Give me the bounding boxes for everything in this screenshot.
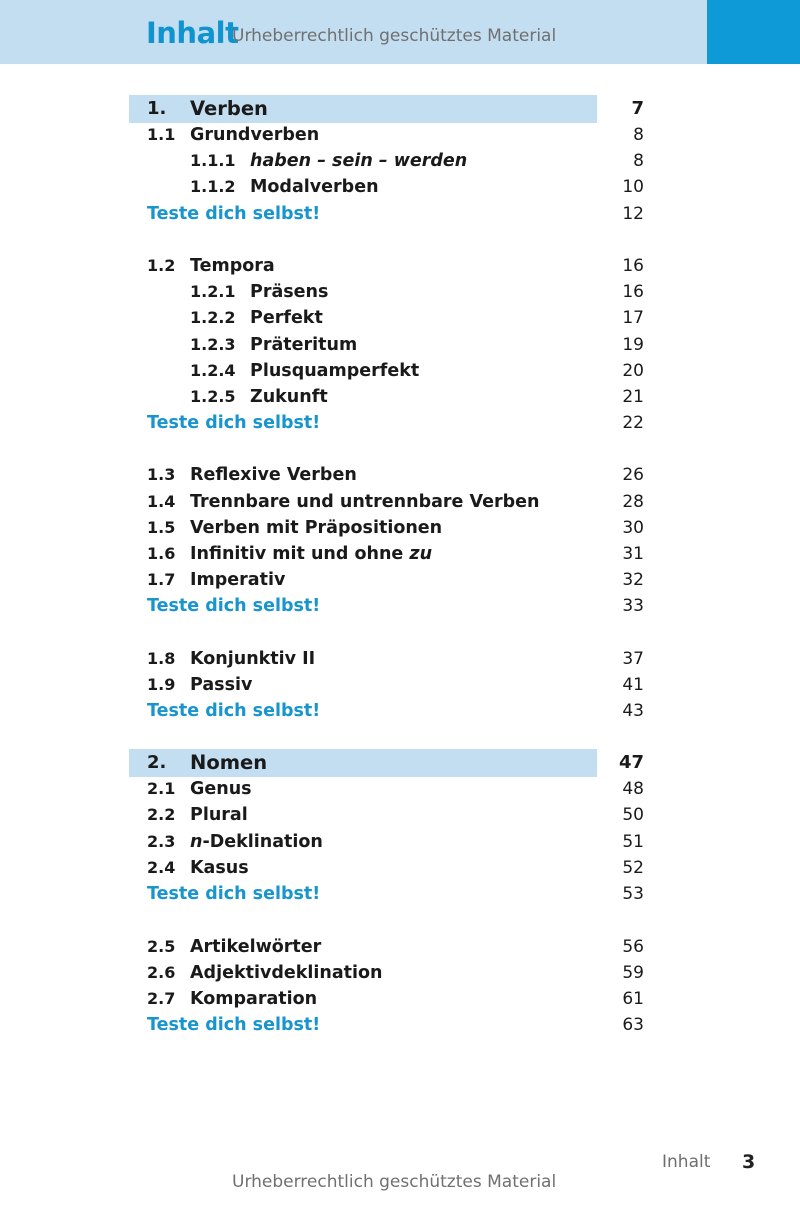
toc-title [190, 253, 275, 279]
toc-title-text: Reflexive Verben [190, 465, 357, 485]
toc-page-number: 16 [622, 282, 644, 302]
toc-entry[interactable] [0, 174, 800, 200]
toc-number: 2.1 [147, 779, 176, 798]
toc-title [147, 1012, 320, 1038]
toc-number: 1.3 [147, 465, 176, 484]
header-watermark: Urheberrechtlich geschütztes Material [232, 26, 557, 46]
toc-title [190, 567, 285, 593]
toc-entry[interactable] [0, 541, 800, 567]
toc-page-number: 21 [622, 387, 644, 407]
toc-number: 1.1 [147, 125, 176, 144]
toc-page-number: 33 [622, 596, 644, 616]
toc-title [250, 174, 379, 200]
toc-page-number: 8 [633, 125, 644, 145]
toc-title-text: Präsens [250, 282, 329, 302]
toc-title [190, 960, 383, 986]
toc-title-text: Teste dich selbst! [147, 1015, 321, 1035]
toc-title [250, 279, 328, 305]
toc-test-link[interactable] [0, 698, 800, 724]
toc-title [190, 541, 432, 567]
page-title: Inhalt [146, 16, 239, 50]
toc-entry[interactable] [0, 986, 800, 1012]
toc-title-text: Grundverben [190, 125, 320, 145]
toc-title [147, 593, 320, 619]
toc-title-text: Plusquamperfekt [250, 361, 420, 381]
toc-title-text: Teste dich selbst! [147, 884, 321, 904]
toc-entry[interactable] [0, 358, 800, 384]
toc-entry[interactable] [0, 384, 800, 410]
toc-entry[interactable] [0, 515, 800, 541]
toc-entry[interactable] [0, 489, 800, 515]
toc-number: 1.2.5 [190, 387, 236, 406]
toc-entry[interactable] [0, 122, 800, 148]
toc-title-text: Genus [190, 779, 252, 799]
toc-page-number: 8 [633, 151, 644, 171]
toc-entry[interactable] [0, 776, 800, 802]
toc-page-number: 28 [622, 492, 644, 512]
toc-page-number: 32 [622, 570, 644, 590]
toc-number: 2.7 [147, 989, 176, 1008]
toc-title [190, 672, 252, 698]
toc-title-text: Verben [190, 97, 268, 120]
toc-title [250, 305, 323, 331]
toc-page-number: 10 [622, 177, 644, 197]
toc-number: 1. [147, 98, 167, 119]
toc-entry[interactable] [0, 253, 800, 279]
toc-number: 2.2 [147, 805, 176, 824]
footer-watermark: Urheberrechtlich geschütztes Material [232, 1172, 557, 1192]
toc-title-text: Komparation [190, 989, 318, 1009]
toc-title [250, 384, 328, 410]
toc-chapter[interactable] [0, 95, 800, 123]
toc-page-number: 47 [618, 752, 644, 773]
toc-number: 1.2.3 [190, 335, 236, 354]
toc-page-number: 56 [622, 937, 644, 957]
toc-page-number: 12 [622, 204, 644, 224]
toc-test-link[interactable] [0, 201, 800, 227]
toc-title-text: haben – sein – werden [250, 151, 468, 171]
footer-label: Inhalt [662, 1152, 711, 1172]
toc-title [190, 986, 317, 1012]
footer-page-number: 3 [742, 1151, 756, 1173]
toc-page-number: 41 [622, 675, 644, 695]
toc-title-text: Kasus [190, 858, 249, 878]
toc-title-text: Infinitiv mit und ohne [190, 544, 410, 564]
toc-entry[interactable] [0, 305, 800, 331]
toc-page-number: 16 [622, 256, 644, 276]
toc-title-text: Passiv [190, 675, 253, 695]
toc-page-number: 17 [622, 308, 644, 328]
toc-entry[interactable] [0, 960, 800, 986]
toc-page-number: 50 [622, 805, 644, 825]
toc-page-number: 53 [622, 884, 644, 904]
toc-entry[interactable] [0, 855, 800, 881]
toc-entry[interactable] [0, 332, 800, 358]
toc-title [250, 148, 467, 174]
toc-page-number: 52 [622, 858, 644, 878]
toc-number: 2.4 [147, 858, 176, 877]
toc-title-text: Teste dich selbst! [147, 701, 321, 721]
toc-page-number: 20 [622, 361, 644, 381]
toc-entry[interactable] [0, 934, 800, 960]
toc-number: 1.6 [147, 544, 176, 563]
toc-title-text: Perfekt [250, 308, 323, 328]
toc-entry[interactable] [0, 567, 800, 593]
toc-title-text: Modalverben [250, 177, 379, 197]
toc-entry[interactable] [0, 646, 800, 672]
toc-page-number: 51 [622, 832, 644, 852]
toc-entry[interactable] [0, 462, 800, 488]
toc-number: 2.6 [147, 963, 176, 982]
toc-number: 1.8 [147, 649, 176, 668]
toc-page-number: 37 [622, 649, 644, 669]
toc-test-link[interactable] [0, 410, 800, 436]
toc-title [190, 95, 268, 123]
toc-test-link[interactable] [0, 881, 800, 907]
toc-title [147, 698, 320, 724]
toc-number: 1.1.2 [190, 177, 236, 196]
toc-title-text: -Deklination [202, 832, 323, 852]
toc-title-text: Imperativ [190, 570, 286, 590]
toc-title [190, 749, 267, 777]
toc-page-number: 59 [622, 963, 644, 983]
toc-title [250, 358, 419, 384]
toc-entry[interactable] [0, 672, 800, 698]
toc-number: 2.5 [147, 937, 176, 956]
toc-page-number: 26 [622, 465, 644, 485]
toc-number: 1.2 [147, 256, 176, 275]
toc-page-number: 61 [622, 989, 644, 1009]
toc-chapter[interactable] [0, 749, 800, 777]
toc-number: 1.9 [147, 675, 176, 694]
toc-title-text: Artikelwörter [190, 937, 322, 957]
toc-title [147, 201, 320, 227]
toc-test-link[interactable] [0, 593, 800, 619]
toc-title-italic-part: n [190, 832, 203, 852]
toc-page-number: 43 [622, 701, 644, 721]
toc-entry[interactable] [0, 279, 800, 305]
toc-title [190, 802, 248, 828]
toc-page-number: 19 [622, 335, 644, 355]
toc-number: 1.1.1 [190, 151, 236, 170]
toc-title-text: Teste dich selbst! [147, 596, 321, 616]
toc-title [250, 332, 357, 358]
toc-entry[interactable] [0, 829, 800, 855]
toc-entry[interactable] [0, 802, 800, 828]
toc-title-text: Zukunft [250, 387, 328, 407]
toc-title-text: Konjunktiv II [190, 649, 316, 669]
toc-title [147, 881, 320, 907]
toc-title [190, 489, 539, 515]
toc-title [190, 122, 319, 148]
toc-number: 1.4 [147, 492, 176, 511]
toc-title-text: Präteritum [250, 335, 358, 355]
toc-title [190, 646, 315, 672]
toc-title [190, 462, 357, 488]
toc-number: 2. [147, 752, 167, 773]
toc-title [190, 829, 323, 855]
toc-number: 1.7 [147, 570, 176, 589]
toc-title [190, 515, 442, 541]
toc-page-number: 30 [622, 518, 644, 538]
toc-page-number: 48 [622, 779, 644, 799]
toc-title-italic-part: zu [409, 544, 433, 564]
toc-number: 2.3 [147, 832, 176, 851]
toc-number: 1.2.1 [190, 282, 236, 301]
toc-title [147, 410, 320, 436]
toc-page-number: 31 [622, 544, 644, 564]
toc-title-text: Nomen [190, 751, 268, 774]
toc-title [190, 776, 252, 802]
toc-test-link[interactable] [0, 1012, 800, 1038]
toc-title-text: Teste dich selbst! [147, 413, 321, 433]
toc-number: 1.2.4 [190, 361, 236, 380]
toc-title-text: Adjektivdeklination [190, 963, 383, 983]
toc-number: 1.2.2 [190, 308, 236, 327]
toc-title-text: Plural [190, 805, 248, 825]
toc-page-number: 22 [622, 413, 644, 433]
toc-title-text: Teste dich selbst! [147, 204, 321, 224]
toc-title-text: Tempora [190, 256, 275, 276]
toc-number: 1.5 [147, 518, 176, 537]
toc-title-text: Trennbare und untrennbare Verben [190, 492, 540, 512]
toc-title [190, 855, 249, 881]
toc-entry[interactable] [0, 148, 800, 174]
toc-page-number: 7 [631, 98, 644, 119]
toc-page-number: 63 [622, 1015, 644, 1035]
toc-title-text: Verben mit Präpositionen [190, 518, 443, 538]
toc-title [190, 934, 321, 960]
